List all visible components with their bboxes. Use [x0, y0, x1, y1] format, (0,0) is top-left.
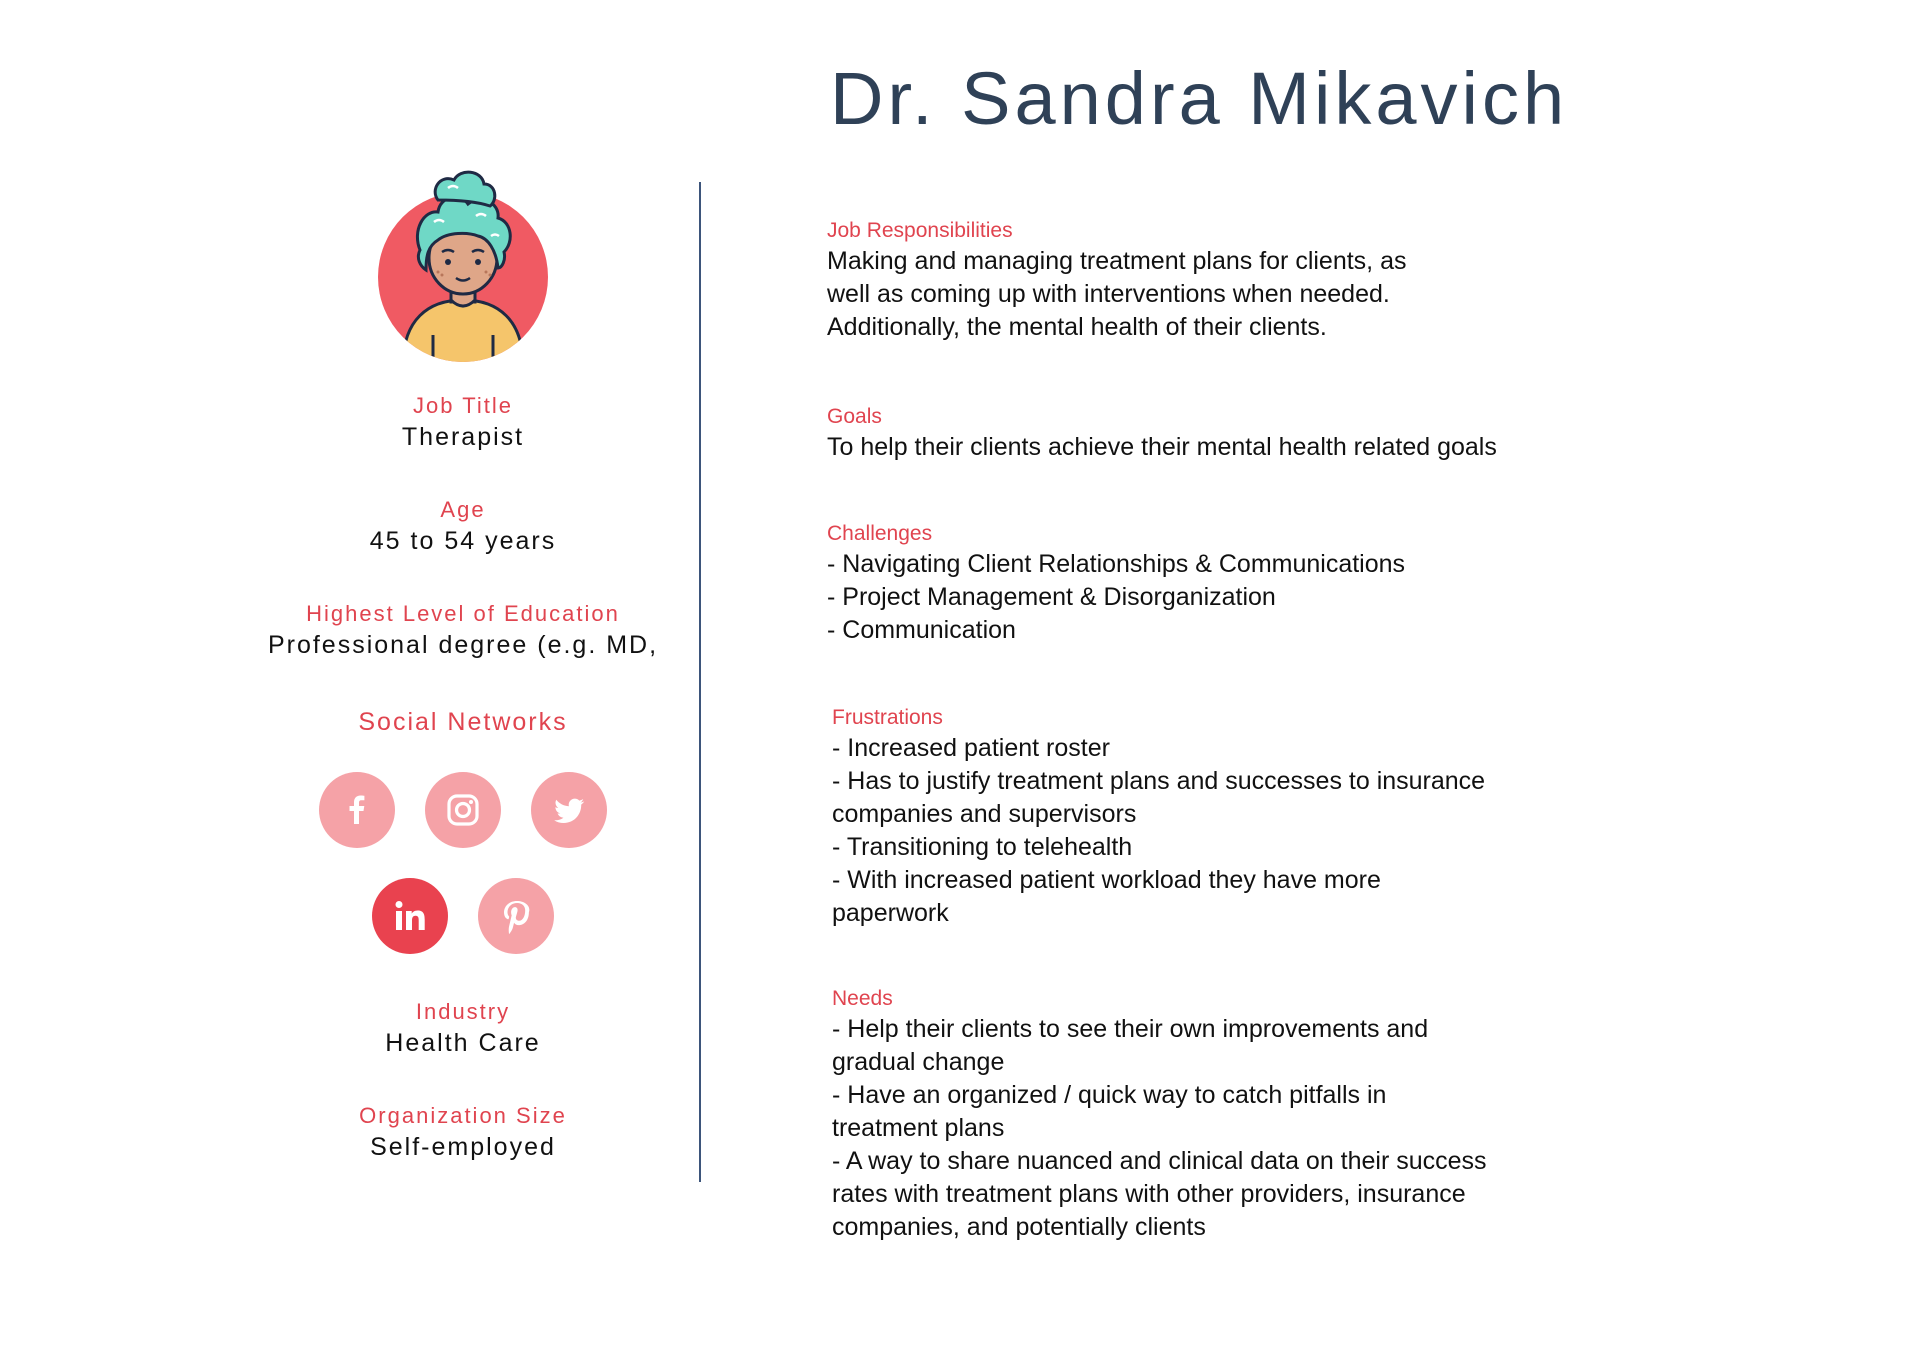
- pinterest-icon: [496, 896, 536, 936]
- profile-sidebar: [238, 160, 688, 1161]
- linkedin-icon: [390, 896, 430, 936]
- linkedin-button[interactable]: [372, 878, 448, 954]
- list-item: gradual change: [832, 1048, 1005, 1076]
- list-item: - Navigating Client Relationships & Communications: [827, 550, 1406, 578]
- text-line: well as coming up with interventions when needed.: [827, 280, 1390, 308]
- industry-value: Health Care: [385, 1029, 541, 1057]
- list-item: - With increased patient workload they have more: [832, 866, 1381, 894]
- list-item: paperwork: [832, 899, 949, 927]
- job-title-value: Therapist: [401, 423, 525, 451]
- goals-section: [827, 403, 1827, 464]
- organization-size-field: [238, 1102, 688, 1164]
- industry-label: Industry: [415, 999, 511, 1024]
- section-body: [827, 548, 1827, 647]
- list-item: - Have an organized / quick way to catch pitfalls in: [832, 1081, 1387, 1109]
- text-line: To help their clients achieve their mental health related goals: [827, 433, 1497, 461]
- frustrations-section: [832, 704, 1832, 930]
- twitter-icon: [549, 790, 589, 830]
- list-item: companies and supervisors: [832, 800, 1137, 828]
- list-item: treatment plans: [832, 1114, 1005, 1142]
- social-networks-row: [238, 878, 688, 954]
- pinterest-button[interactable]: [478, 878, 554, 954]
- social-networks-row: [238, 772, 688, 848]
- section-label: Challenges: [827, 522, 933, 545]
- twitter-button[interactable]: [531, 772, 607, 848]
- industry-field: [238, 998, 688, 1060]
- age-value: 45 to 54 years: [369, 527, 557, 555]
- social-networks-label: Social Networks: [358, 708, 568, 736]
- avatar: [368, 160, 558, 365]
- challenges-section: [827, 520, 1827, 647]
- organization-size-value: Self-employed: [370, 1133, 556, 1161]
- section-body: [827, 245, 1827, 344]
- instagram-icon: [443, 790, 483, 830]
- education-value: Professional degree (e.g. MD,: [267, 631, 659, 659]
- section-label: Job Responsibilities: [827, 219, 1013, 242]
- facebook-icon: [337, 790, 377, 830]
- section-label: Goals: [827, 405, 882, 428]
- column-divider: [699, 182, 701, 1182]
- list-item: - Transitioning to telehealth: [832, 833, 1133, 861]
- list-item: - Communication: [827, 616, 1016, 644]
- section-label: Needs: [832, 987, 893, 1010]
- facebook-button[interactable]: [319, 772, 395, 848]
- section-body: [832, 732, 1832, 930]
- job-title-label: Job Title: [413, 393, 513, 418]
- text-line: Making and managing treatment plans for clients, as: [827, 247, 1407, 275]
- section-body: [827, 431, 1827, 464]
- organization-size-label: Organization Size: [359, 1103, 567, 1128]
- job-title-field: [238, 392, 688, 454]
- age-label: Age: [440, 497, 486, 522]
- text-line: Additionally, the mental health of their clients.: [827, 313, 1327, 341]
- needs-section: [832, 985, 1832, 1244]
- list-item: companies, and potentially clients: [832, 1213, 1206, 1241]
- list-item: - Increased patient roster: [832, 734, 1110, 762]
- job-responsibilities-section: [827, 217, 1827, 344]
- age-field: [238, 496, 688, 558]
- persona-name: Dr. Sandra Mikavich: [830, 57, 1569, 140]
- section-body: [832, 1013, 1832, 1244]
- list-item: - A way to share nuanced and clinical data on their success: [832, 1147, 1487, 1175]
- education-label: Highest Level of Education: [306, 601, 620, 626]
- list-item: rates with treatment plans with other providers, insurance: [832, 1180, 1466, 1208]
- section-label: Frustrations: [832, 706, 943, 729]
- list-item: - Help their clients to see their own improvements and: [832, 1015, 1429, 1043]
- education-field: [238, 600, 688, 662]
- list-item: - Project Management & Disorganization: [827, 583, 1276, 611]
- list-item: - Has to justify treatment plans and successes to insurance: [832, 767, 1486, 795]
- instagram-button[interactable]: [425, 772, 501, 848]
